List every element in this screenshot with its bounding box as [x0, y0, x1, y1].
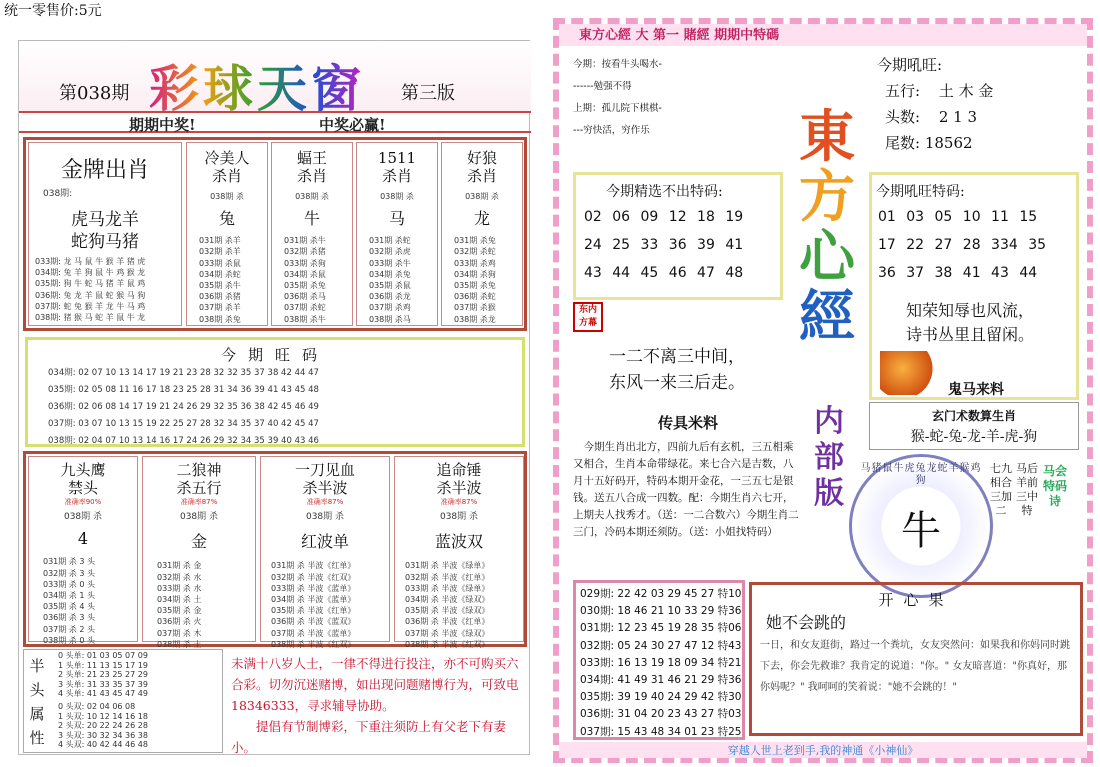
kill-col-2	[271, 142, 353, 326]
tip-line: ---穷快活，穷作乐	[573, 125, 650, 136]
kill2-sub: 禁头	[67, 479, 98, 497]
kill-col-answer: 龙	[473, 209, 490, 229]
kill-row: 034期 杀蛇	[199, 269, 241, 279]
joke-head: 她不会跳的	[766, 613, 847, 632]
lotto-row: 032期: 05 24 30 27 47 12 特43	[580, 639, 742, 652]
odd-row: 3 头单: 31 33 35 37 39	[58, 679, 148, 689]
kill-col-3	[356, 142, 438, 326]
kill2-col-3	[260, 456, 390, 649]
kill-row: 037期 杀羊	[199, 303, 241, 313]
tiger-icon	[880, 351, 936, 395]
roar-info	[877, 52, 1077, 156]
joke-title: 开心果	[878, 591, 954, 609]
select-row: 02 06 09 12 18 19	[584, 209, 744, 225]
wei-value: 18562	[924, 134, 973, 152]
kill-row: 036期 杀龙	[369, 292, 411, 302]
right-page	[553, 18, 1093, 763]
kill2-row: 038期 杀 半波《红双》	[405, 639, 490, 649]
even-rows	[58, 702, 148, 750]
gold-panel	[28, 142, 182, 326]
kill-col-sub: 杀肖	[466, 167, 497, 185]
tip-line: ------勉强不得	[573, 81, 632, 92]
kill2-row: 033期 杀 半波《绿单》	[405, 583, 490, 593]
zodiac-box	[23, 137, 527, 331]
kill2-row: 035期 杀 半波《红单》	[271, 606, 356, 616]
kill-col-sub: 杀肖	[381, 167, 412, 185]
right-banner	[559, 24, 1087, 46]
kill-col-sub: 杀肖	[211, 167, 242, 185]
kill-row: 038期 杀马	[369, 314, 411, 324]
select-numbers	[576, 201, 780, 287]
slogan-b: 中奖必赢!	[319, 116, 386, 134]
kill2-col-4	[394, 456, 524, 649]
lotto-rows	[576, 583, 742, 741]
kill-col-title: 好狼	[466, 149, 497, 167]
wei-label: 尾数:	[885, 134, 921, 152]
kill-col-title: 1511	[377, 149, 417, 167]
kill2-row: 034期 杀 半波《蓝单》	[271, 595, 356, 605]
kill-row: 035期 杀兔	[454, 281, 496, 291]
verse-line: 诗书丛里且留闲。	[906, 325, 1035, 344]
select-row: 43 44 45 46 47 48	[584, 265, 744, 281]
kill2-row: 037期 杀 半波《蓝单》	[271, 628, 356, 638]
right-banner-text: 東方心經 大 第一 賭經 期期中特碼	[579, 28, 780, 43]
roar-box	[869, 172, 1079, 400]
warning-text	[231, 653, 527, 758]
hot-title: 今期旺码	[220, 346, 329, 364]
kill-row: 032期 杀蛇	[454, 247, 496, 257]
kill2-title: 一刀见血	[294, 461, 355, 479]
gold-period: 038期:	[43, 189, 73, 199]
kill2-title: 二狼神	[176, 461, 222, 479]
kill-row: 031期 杀蛇	[369, 236, 411, 246]
kill2-row: 032期 杀 水	[157, 572, 202, 582]
kill-row: 033期 杀狗	[284, 258, 326, 268]
kill-row: 033期 杀牛	[369, 258, 411, 268]
kill2-answer: 金	[190, 532, 207, 552]
kill2-row: 031期 杀 半波《绿单》	[405, 561, 490, 571]
half-head-table	[23, 649, 223, 753]
kill-row: 033期 杀鼠	[199, 258, 241, 268]
kill-row: 035期 杀鼠	[369, 281, 411, 291]
kill2-acc: 准确率90%	[64, 498, 102, 506]
kill2-row: 035期 杀 半波《绿双》	[405, 606, 490, 616]
issue-number: 第038期	[59, 83, 130, 104]
roar-row: 36 37 38 41 43 44	[878, 265, 1038, 281]
verse	[872, 287, 1076, 347]
warning-main: 未满十八岁人士，一律不得进行投注，亦不可购买六合彩。切勿沉迷赌博，如出现问题赌博行为，可致电18346333，寻求辅导协助。	[231, 656, 519, 713]
kill2-row: 036期 杀 半波《红单》	[405, 617, 490, 627]
kill2-col-2	[142, 456, 256, 649]
roar-row: 01 03 05 10 11 15	[878, 209, 1038, 225]
kill-row: 038期 杀龙	[454, 314, 496, 324]
kill-row: 032期 杀羊	[199, 247, 241, 257]
kill-col-answer: 兔	[218, 209, 235, 229]
gold-title: 金牌出肖	[60, 158, 149, 183]
odd-row: 1 头单: 11 13 15 17 19	[58, 660, 148, 670]
kill-row: 037期 杀猴	[454, 303, 496, 313]
kill2-row: 034期 杀 半波《绿双》	[405, 595, 490, 605]
right-footer: 穿越人世上老到手,我的神通《小神仙》	[559, 742, 1087, 758]
gold-history-row: 037期: 蛇 兔 猴 羊 龙 牛 马 鸡	[35, 301, 146, 311]
left-page	[18, 40, 530, 755]
wheel-center-char: 牛	[901, 508, 941, 554]
big-title	[799, 105, 861, 350]
odd-row: 4 头单: 41 43 45 47 49	[58, 689, 148, 699]
gold-line2: 蛇狗马猪	[71, 232, 139, 252]
chuanju-title: 传具米料	[657, 414, 718, 432]
stamp: 东内方幕	[573, 302, 603, 332]
wuxing-value: 土 木 金	[938, 82, 994, 100]
masthead	[19, 41, 531, 118]
label-char: 属	[29, 705, 45, 723]
hot-row: 034期: 02 07 10 13 14 17 19 21 23 28 32 32 35 37 38 42 44 47	[48, 368, 319, 378]
kill-row: 034期 杀狗	[454, 269, 496, 279]
select-box	[573, 172, 783, 300]
kill2-period: 038期 杀	[439, 512, 479, 523]
logo-title: 彩球天窗	[149, 49, 365, 121]
kill2-answer: 红波单	[300, 532, 349, 552]
kill2-row: 031期 杀 金	[157, 561, 202, 571]
kill-row: 031期 杀牛	[284, 236, 326, 246]
kill2-period: 038期 杀	[179, 512, 219, 523]
side-text-2: 马后羊前三中特	[1016, 462, 1038, 517]
gold-line1: 虎马龙羊	[71, 210, 139, 230]
kill2-row: 037期 杀 2 头	[43, 624, 95, 634]
kill-col-title: 蝠王	[296, 149, 327, 167]
kill-row: 038期 杀兔	[199, 314, 241, 324]
kill2-period: 038期 杀	[63, 512, 103, 523]
kill-col-period: 038期 杀	[465, 192, 499, 201]
lotto-box	[573, 580, 745, 740]
hot-row: 037期: 03 07 10 13 15 19 22 25 27 28 32 34 35 37 40 42 45 47	[48, 419, 319, 429]
kill2-acc: 准确率87%	[306, 498, 344, 506]
even-row: 4 头双: 40 42 44 46 48	[58, 740, 148, 750]
kill2-row: 038期 杀 半波《红双》	[271, 639, 356, 649]
big-char: 東	[799, 105, 855, 170]
kill-row: 038期 杀牛	[284, 314, 326, 324]
xuan-box	[869, 402, 1079, 450]
kill2-title: 九头鹰	[60, 461, 106, 479]
kill2-acc: 准确率87%	[180, 498, 218, 506]
slogan-bar	[19, 111, 531, 133]
kill-row: 037期 杀蛇	[284, 303, 326, 313]
joke-text: 一日，和女友逛街，路过一个粪坑，女友突然问：如果我和你妈同时跳下去，你会先救谁？我肯定的说道："你。" 女友暗喜道："你真好，那你妈呢？" 我呵呵的笑着说："她不会跳的！"	[760, 640, 1070, 693]
half-head-label	[26, 654, 48, 750]
even-row: 3 头双: 30 32 34 36 38	[58, 730, 148, 740]
kill2-row: 036期 杀 半波《蓝双》	[271, 617, 356, 627]
kill-col-1	[186, 142, 268, 326]
kill2-row: 036期 杀 3 头	[43, 613, 95, 623]
lotto-row: 034期: 41 49 31 46 21 29 特36	[580, 674, 742, 687]
roar-numbers	[872, 201, 1076, 287]
kill2-row: 035期 杀 金	[157, 606, 202, 616]
xuan-seq: 猴-蛇-兔-龙-羊-虎-狗	[910, 429, 1038, 445]
kill2-col-1	[28, 456, 138, 645]
big-char: 心	[799, 225, 855, 290]
gold-history-row: 034期: 兔 羊 狗 鼠 牛 鸡 猴 龙	[35, 268, 146, 278]
kill2-row: 038期 杀 0 头	[43, 635, 95, 645]
kill2-row: 033期 杀 0 头	[43, 579, 95, 589]
label-char: 性	[29, 729, 45, 747]
kill-row: 036期 杀蛇	[454, 292, 496, 302]
roar-title: 今期吼旺特码:	[876, 184, 965, 200]
big-char: 方	[799, 165, 855, 230]
kill2-answer: 蓝波双	[434, 532, 483, 552]
lotto-row: 033期: 16 13 19 18 09 34 特21	[580, 656, 742, 669]
roar-row: 17 22 27 28 334 35	[878, 237, 1047, 253]
warning-sub: 提倡有节制博彩，下重注须防上有父老下有妻小。	[231, 719, 507, 755]
kill-row: 035期 杀牛	[199, 281, 241, 291]
gold-history-row: 035期: 狗 牛 蛇 马 猪 羊 鼠 鸡	[35, 279, 146, 289]
kill-row: 032期 杀猪	[284, 247, 326, 257]
gold-history	[35, 256, 145, 323]
wheel-ring: 马猪鼠牛虎兔龙蛇羊猴鸡狗	[860, 463, 982, 486]
odd-row: 0 头单: 01 03 05 07 09	[58, 651, 148, 660]
gold-history-row: 036期: 兔 龙 羊 鼠 蛇 猴 马 狗	[35, 290, 146, 300]
kill-col-period: 038期 杀	[210, 192, 244, 201]
odd-rows	[58, 651, 148, 699]
wuxing-label: 五行:	[885, 82, 921, 100]
lotto-row: 036期: 31 04 20 23 43 27 特03	[580, 708, 742, 721]
edition-label: 第三版	[401, 83, 455, 104]
kill2-period: 038期 杀	[305, 512, 345, 523]
lotto-row: 035期: 39 19 40 24 29 42 特30	[580, 691, 742, 704]
kill2-sub: 杀五行	[176, 479, 222, 497]
odd-row: 2 头单: 21 23 25 27 29	[58, 670, 148, 680]
kill2-row: 037期 杀 半波《绿双》	[405, 628, 490, 638]
even-row: 1 头双: 10 12 14 16 18	[58, 711, 148, 721]
kill2-row: 032期 杀 半波《红双》	[271, 572, 356, 582]
kill2-row: 038期 杀 土	[157, 639, 202, 649]
joke-box	[749, 582, 1083, 736]
side-text-1: 七九相合三加二	[990, 462, 1012, 517]
kill-row: 035期 杀兔	[284, 281, 326, 291]
kill2-row: 034期 杀 土	[157, 595, 202, 605]
kill-col-title: 冷美人	[204, 149, 250, 167]
zodiac-wheel	[849, 454, 993, 598]
chuanju-text: 今期生肖出北方，四前九后有玄机，三五相乘又相合，生肖本命带绿花。来七合六是吉数，八月十五好码开，特码本期开金花，一三五七是银钱。送五八合成一四数。配：今期生肖六七开，上期夫人找秀才。（送：一二合数六）今期生肖二三门，冷码本期还须防。（送：小姐找特码）	[573, 441, 799, 538]
kill2-row: 035期 杀 4 头	[43, 602, 95, 612]
gold-history-row: 033期: 龙 马 鼠 牛 猴 羊 猪 虎	[35, 257, 146, 266]
kill2-answer: 4	[77, 529, 89, 549]
kill-row: 036期 杀马	[284, 292, 326, 302]
lotto-row: 037期: 15 43 48 34 01 23 特25	[580, 725, 742, 738]
ghost-label: 鬼马来料	[948, 382, 1004, 398]
retail-price: 统一零售价:5元	[4, 3, 102, 19]
kill-col-4	[441, 142, 523, 326]
kill2-row: 032期 杀 3 头	[43, 568, 95, 578]
even-row: 0 头双: 02 04 06 08	[58, 702, 136, 711]
kill-col-answer: 马	[388, 209, 405, 229]
kill-row: 037期 杀鸡	[369, 303, 411, 313]
kill2-acc: 准确率87%	[440, 498, 478, 506]
even-row: 2 头双: 20 22 24 26 28	[58, 721, 148, 731]
chuanju-box	[573, 412, 803, 572]
kill-col-period: 038期 杀	[380, 192, 414, 201]
label-char: 半	[29, 657, 45, 675]
lotto-row: 029期: 22 42 03 29 45 27 特10	[580, 588, 742, 600]
kill2-row: 037期 杀 木	[157, 628, 202, 638]
kill-col-period: 038期 杀	[295, 192, 329, 201]
tip-line: 今期：按看牛头喝水-	[573, 59, 662, 70]
label-char: 头	[29, 681, 45, 699]
xuan-title: 玄门术数算生肖	[931, 409, 1016, 423]
kill-row: 031期 杀兔	[454, 236, 496, 246]
tou-value: 2 1 3	[938, 108, 978, 126]
gold-history-row: 038期: 猪 猴 马 蛇 羊 鼠 牛 龙	[35, 313, 146, 323]
kill2-row: 033期 杀 半波《蓝单》	[271, 583, 356, 593]
hot-numbers-box	[25, 337, 525, 447]
lotto-row: 031期: 12 23 45 19 28 35 特06	[580, 622, 742, 635]
kill-row: 033期 杀鸡	[454, 258, 496, 268]
roar-head: 今期吼旺:	[877, 56, 943, 74]
kill2-row: 032期 杀 半波《红单》	[405, 572, 490, 582]
kill-row: 032期 杀虎	[369, 247, 411, 257]
tou-label: 头数:	[885, 108, 921, 126]
select-row: 24 25 33 36 39 41	[584, 237, 744, 253]
hot-row: 038期: 02 04 07 10 13 14 16 17 24 26 29 32 34 35 39 40 43 46	[48, 436, 319, 446]
kill2-sub: 杀半波	[302, 479, 348, 497]
kill2-row: 034期 杀 1 头	[43, 591, 95, 601]
kill-row: 031期 杀羊	[199, 236, 241, 246]
hot-row: 035期: 02 05 08 11 16 17 18 23 25 28 31 34 36 39 41 43 45 48	[48, 385, 319, 395]
kill2-sub: 杀半波	[436, 479, 482, 497]
kill2-row: 036期 杀 火	[157, 617, 202, 627]
kill-row: 036期 杀猪	[199, 292, 241, 302]
tips-box	[573, 54, 733, 154]
poem-line: 一二不离三中间，	[609, 347, 745, 367]
kill-col-sub: 杀肖	[296, 167, 327, 185]
kill-col-answer: 牛	[303, 209, 320, 229]
poem	[609, 344, 789, 396]
slogan-a: 期期中奖!	[129, 116, 196, 134]
side-text-3: 马会特码诗	[1043, 464, 1068, 508]
kill-row: 034期 杀兔	[369, 269, 411, 279]
verse-line: 知荣知辱也风流，	[906, 301, 1035, 320]
kill-box-2	[23, 451, 527, 647]
tip-line: 上期：孤儿院下棋棋-	[573, 103, 662, 114]
neibu-label: 内部版	[814, 404, 844, 511]
poem-line: 东风一来三后走。	[609, 373, 745, 393]
big-char: 經	[799, 285, 855, 350]
kill2-row: 031期 杀 半波《红单》	[271, 561, 356, 571]
lotto-row: 030期: 18 46 21 10 33 29 特36	[580, 605, 742, 618]
kill-row: 034期 杀鼠	[284, 269, 326, 279]
kill-columns	[186, 142, 524, 326]
select-title: 今期精选不出特码:	[606, 184, 723, 200]
kill2-row: 033期 杀 水	[157, 583, 202, 593]
kill2-title: 追命锤	[436, 461, 482, 479]
kill2-row: 031期 杀 3 头	[43, 557, 95, 567]
hot-row: 036期: 02 06 08 14 17 19 21 24 26 29 32 35 36 38 42 45 46 49	[48, 402, 319, 412]
